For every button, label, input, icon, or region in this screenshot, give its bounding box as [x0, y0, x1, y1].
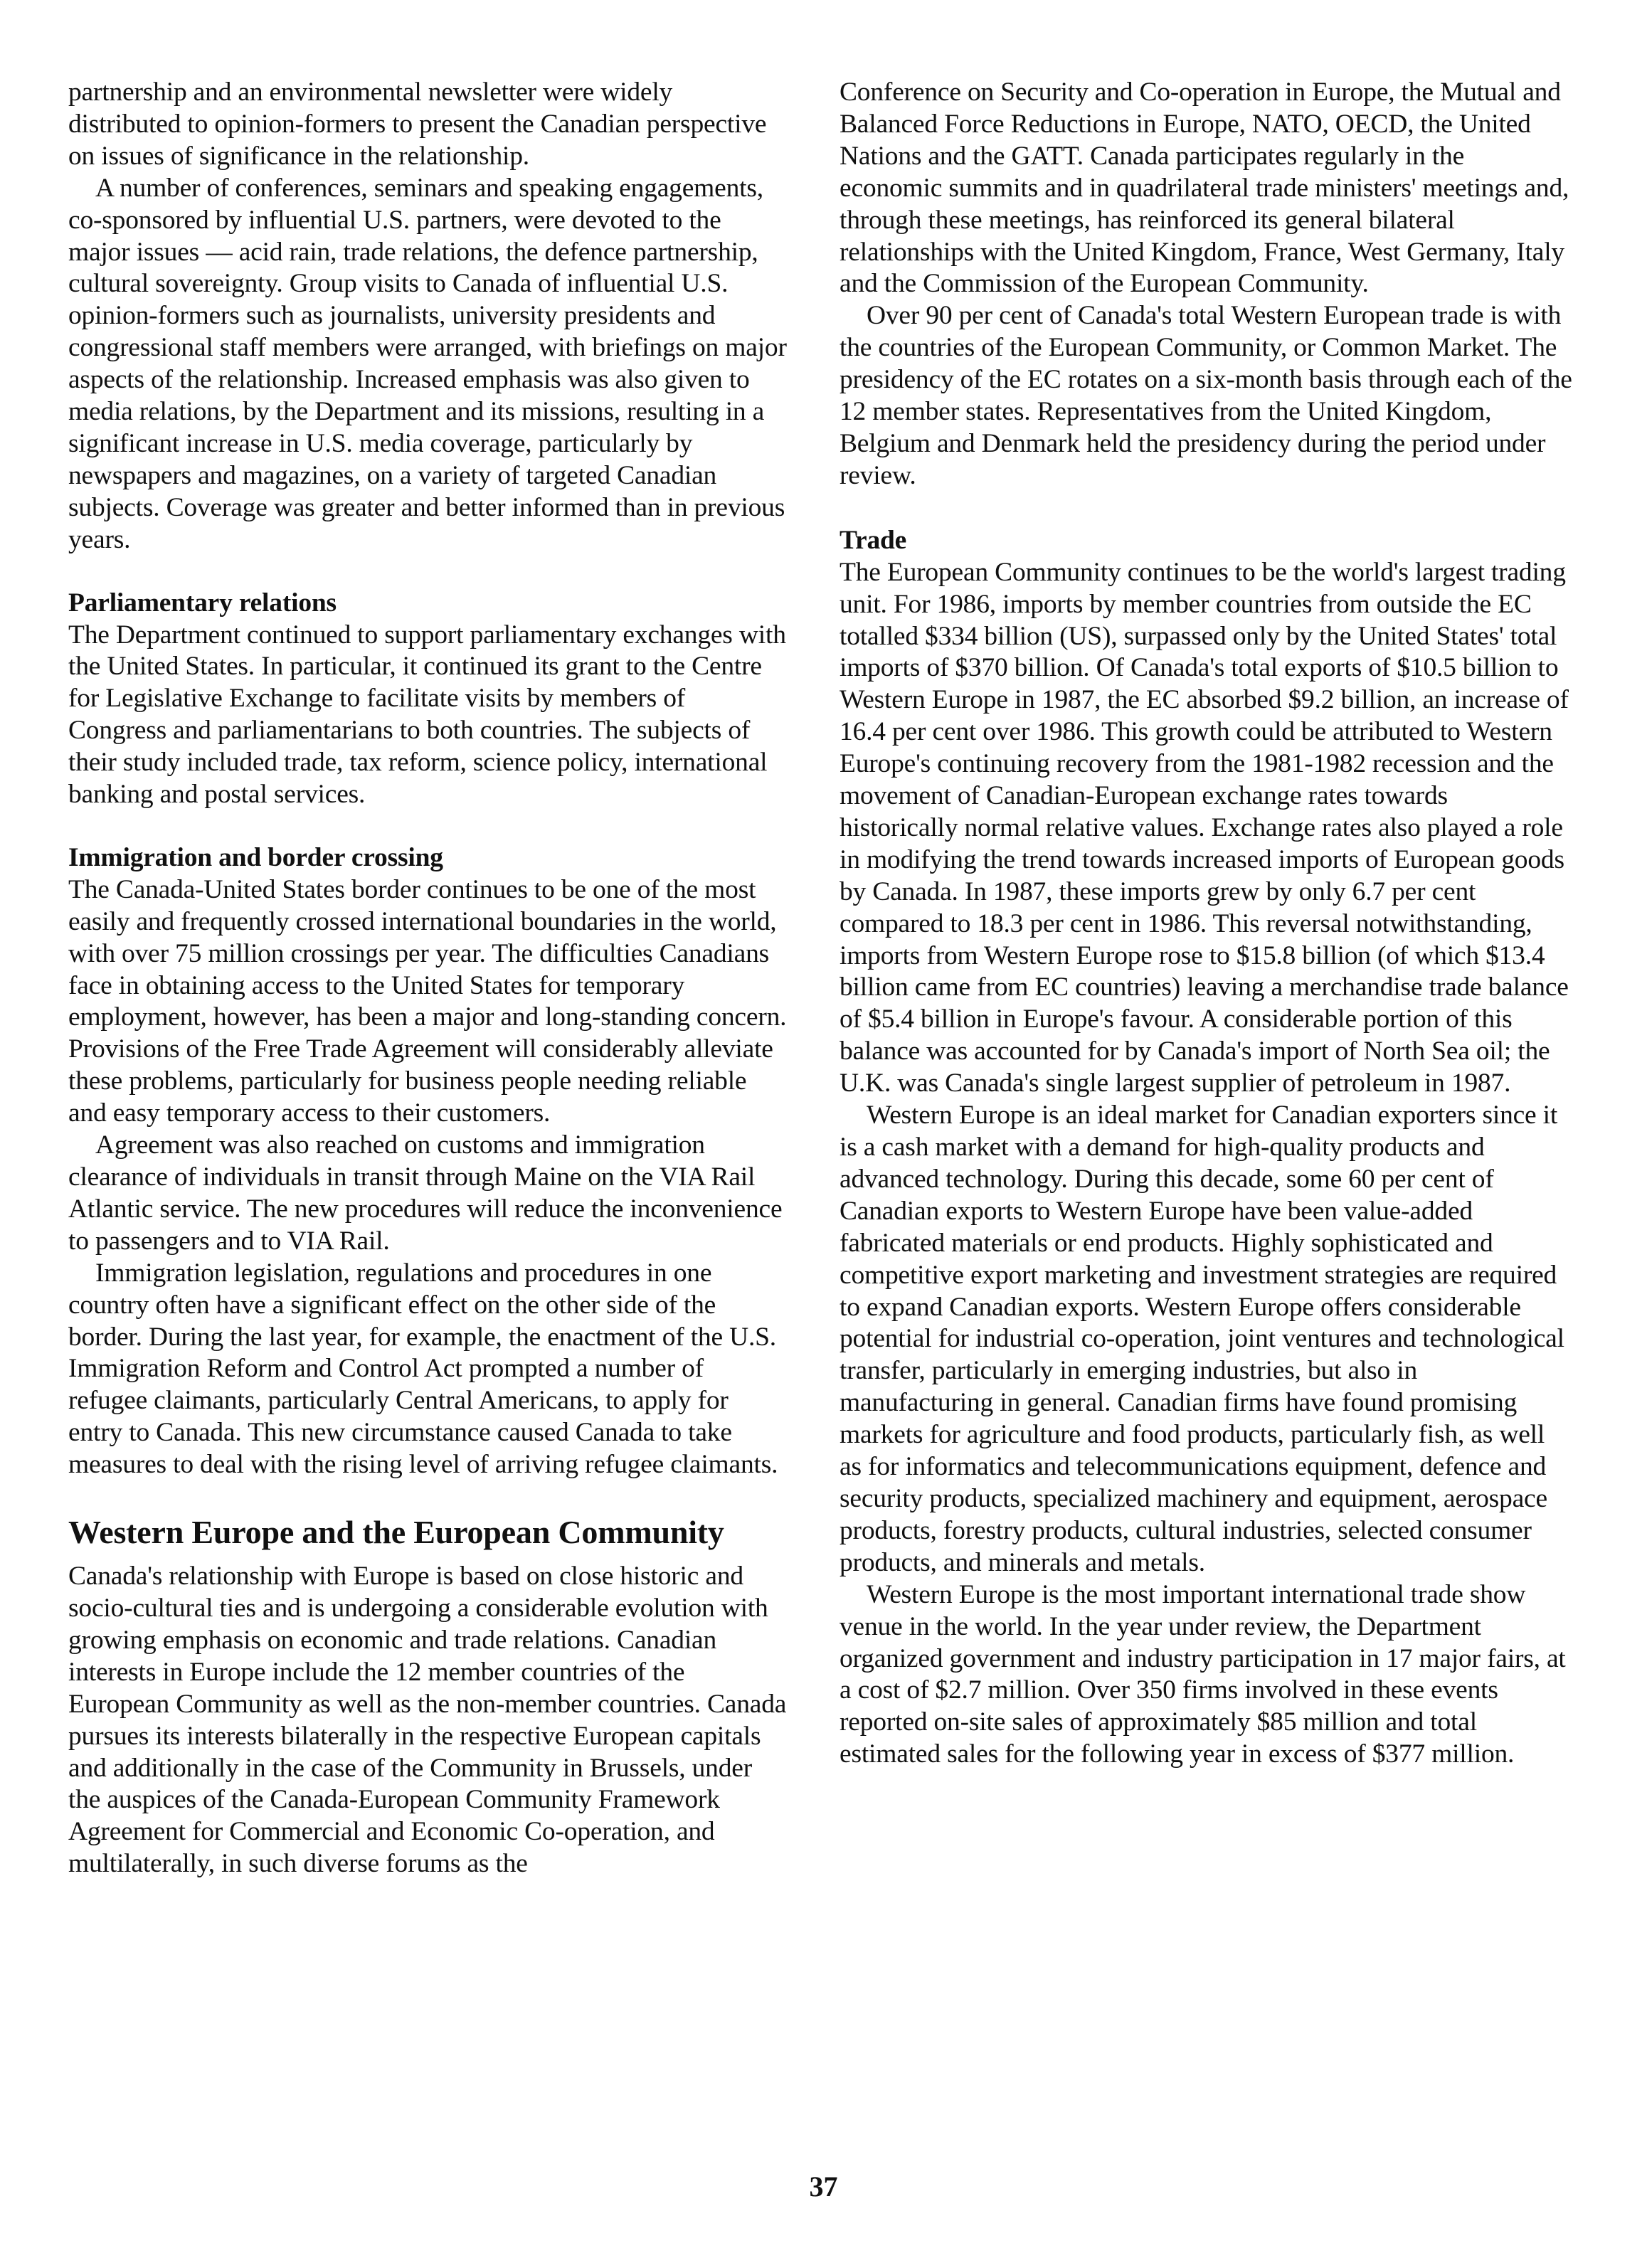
paragraph: Agreement was also reached on customs and immigration clearance of individuals in transit through Maine on the VIA Rail Atlantic service. The new procedures will reduce the inconvenience to passengers and to VIA Rail. — [68, 1130, 783, 1256]
paragraph: partnership and an environmental newsletter were widely distributed to opinion-formers to present the Canadian perspective on issues of significance in the relationship. — [68, 78, 767, 171]
section-heading-parliamentary-relations: Parliamentary relations — [68, 588, 337, 618]
paragraph: Conference on Security and Co-operation in Europe, the Mutual and Balanced Force Reductions in Europe, NATO, OECD, the United Nations and the GATT. Canada participates regularly in the economic summits and in quadrilateral trade ministers' meetings and, through these meetings, has reinforced its general bilateral relationships with the United Kingdom, France, West Germany, Italy and the Commission of the European Community. — [840, 78, 1569, 299]
right-column — [840, 77, 1572, 1771]
page-number: 37 — [809, 2171, 838, 2203]
section-heading-immigration: Immigration and border crossing — [68, 842, 443, 872]
paragraph: A number of conferences, seminars and speaking engagements, co-sponsored by influential U.S. partners, were devoted to the major issues — acid rain, trade relations, the defence partnership, cultural sovereignty. Group visits to Canada of influential U.S. opinion-formers such as journalists, university presidents and congressional staff members were arranged, with briefings on major aspects of the relationship. Increased emphasis was also given to media relations, by the Department and its missions, resulting in a significant increase in U.S. media coverage, particularly by newspapers and magazines, on a variety of targeted Canadian subjects. Coverage was greater and better informed than in previous years. — [68, 173, 787, 554]
section-heading-trade: Trade — [840, 525, 907, 555]
paragraph: Over 90 per cent of Canada's total Western European trade is with the countries of the European Community, or Common Market. The presidency of the EC rotates on a six-month basis through each of the 12 member states. Representatives from the United Kingdom, Belgium and Denmark held the presidency during the period under review. — [840, 301, 1572, 490]
paragraph: The European Community continues to be the world's largest trading unit. For 1986, imports by member countries from outside the EC totalled $334 billion (US), surpassed only by the United States' total imports of $370 billion. Of Canada's total exports of $10.5 billion to Western Europe in 1987, the EC absorbed $9.2 billion, an increase of 16.4 per cent over 1986. This growth could be attributed to Western Europe's continuing recovery from the 1981-1982 recession and the movement of Canadian-European exchange rates towards historically normal relative values. Exchange rates also played a role in modifying the trend towards increased imports of European goods by Canada. In 1987, these imports grew by only 6.7 per cent compared to 18.3 per cent in 1986. This reversal notwithstanding, imports from Western Europe rose to $15.8 billion (of which $13.4 billion came from EC countries) leaving a merchandise trade balance of $5.4 billion in Europe's favour. A considerable portion of this balance was accounted for by Canada's import of North Sea oil; the U.K. was Canada's single largest supplier of petroleum in 1987. — [840, 557, 1569, 1098]
paragraph: Canada's relationship with Europe is based on close historic and socio-cultural ties and is undergoing a considerable evolution with growing emphasis on economic and trade relations. Canadian interests in Europe include the 12 member countries of the European Community as well as the non-member countries. Canada pursues its interests bilaterally in the respective European capitals and additionally in the case of the Community in Brussels, under the auspices of the Canada-European Community Framework Agreement for Commercial and Economic Co-operation, and multilaterally, in such diverse forums as the — [68, 1562, 787, 1879]
paragraph: The Canada-United States border continues to be one of the most easily and frequently crossed international boundaries in the world, with over 75 million crossings per year. The difficulties Canadians face in obtaining access to the United States for temporary employment, however, has been a major and long-standing concern. Provisions of the Free Trade Agreement will considerably alleviate these problems, particularly for business people needing reliable and easy temporary access to their customers. — [68, 874, 787, 1128]
paragraph: Immigration legislation, regulations and procedures in one country often have a significant effect on the other side of the border. During the last year, for example, the enactment of the U.S. Immigration Reform and Control Act prompted a number of refugee claimants, particularly Central Americans, to apply for entry to Canada. This new circumstance caused Canada to take measures to deal with the rising level of arriving refugee claimants. — [68, 1258, 778, 1480]
paragraph: The Department continued to support parliamentary exchanges with the United States. In particular, it continued its grant to the Centre for Legislative Exchange to facilitate visits by members of Congress and parliamentarians to both countries. The subjects of their study included trade, tax reform, science policy, international banking and postal services. — [68, 620, 786, 810]
paragraph: Western Europe is the most important international trade show venue in the world. In the year under review, the Department organized government and industry participation in 17 major fairs, at a cost of $2.7 million. Over 350 firms involved in these events reported on-site sales of approximately $85 million and total estimated sales for the following year in excess of $377 million. — [840, 1579, 1566, 1769]
left-column — [68, 77, 787, 1880]
section-title-western-europe: Western Europe and the European Community — [68, 1514, 724, 1551]
paragraph: Western Europe is an ideal market for Canadian exporters since it is a cash market with a demand for high-quality products and advanced technology. During this decade, some 60 per cent of Canadian exports to Western Europe have been value-added fabricated materials or end products. Highly sophisticated and competitive export marketing and investment strategies are required to expand Canadian exports. Western Europe offers considerable potential for industrial co-operation, joint ventures and technological transfer, particularly in emerging industries, but also in manufacturing in general. Canadian firms have found promising markets for agriculture and food products, particularly fish, as well as for informatics and telecommunications equipment, defence and security products, specialized machinery and equipment, aerospace products, forestry products, cultural industries, selected consumer products, and minerals and metals. — [840, 1101, 1564, 1577]
